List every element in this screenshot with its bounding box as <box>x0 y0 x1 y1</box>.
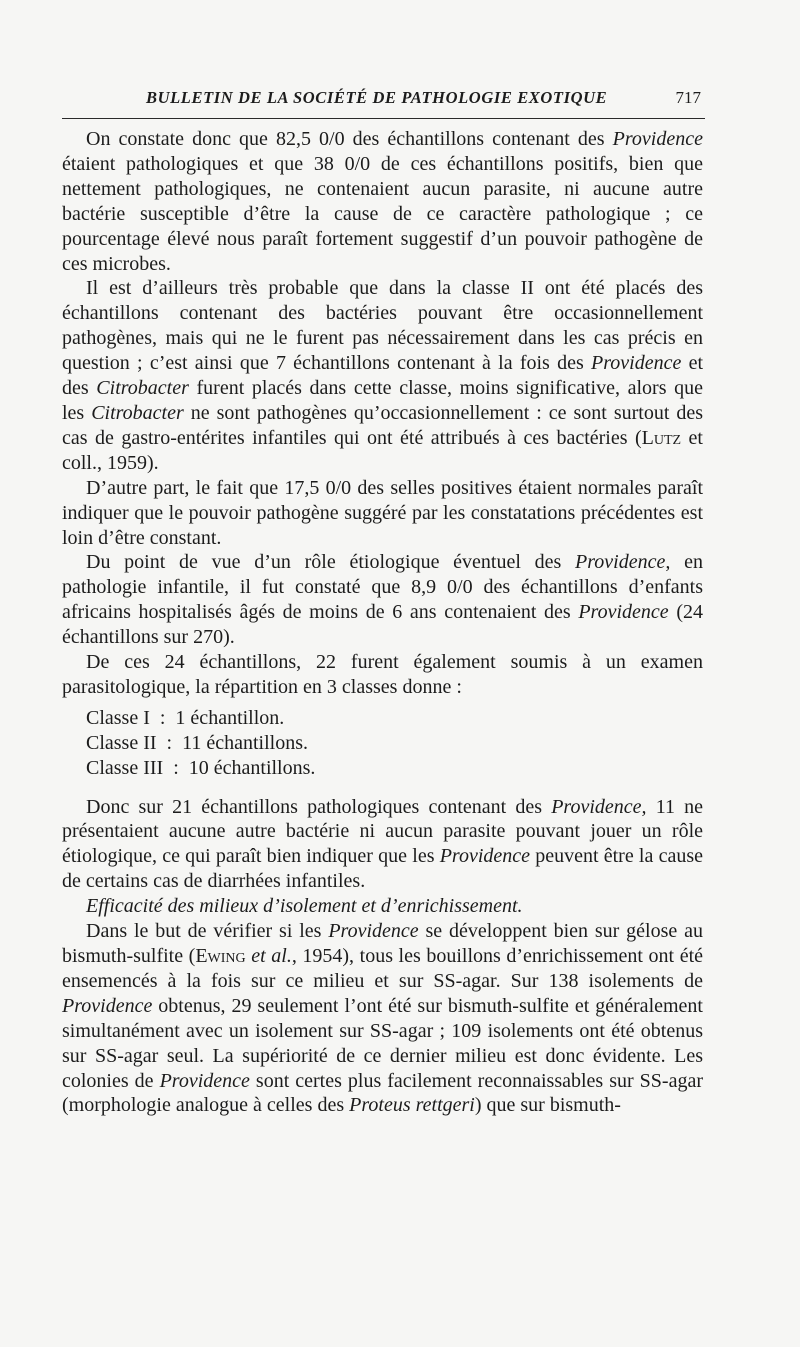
class-item: Classe III : 10 échantillons. <box>86 756 316 779</box>
text-run: , 1954), tous les bouillons d’enrichissement ont été ensemencés à la fois sur ce milieu et sur SS-agar. Sur 138 isolements de <box>62 945 704 992</box>
class-list <box>62 706 703 781</box>
text-run: sont certes plus facilement reconnaissables sur SS-agar (morphologie analogue à celles des <box>62 1069 703 1117</box>
text-run: et des <box>62 352 704 400</box>
genus-name: Providence <box>439 845 531 868</box>
text-run: (24 échantillons sur 270). <box>62 601 703 649</box>
running-header <box>62 84 705 119</box>
text-run: On constate donc que 82,5 0/0 des échantillons contenant des <box>86 128 613 150</box>
paragraph-5 <box>62 650 703 700</box>
text-run: peuvent être la cause de certains cas de diarrhées infantiles. <box>62 845 703 893</box>
genus-name: Providence <box>62 994 153 1017</box>
article-body <box>62 127 703 1118</box>
class-item: Classe I : 1 échantillon. <box>86 706 285 729</box>
text-run: Donc sur 21 échantillons pathologiques contenant des <box>86 795 552 818</box>
genus-name: Providence <box>591 352 682 375</box>
genus-name: Providence <box>612 128 703 150</box>
paragraph-6 <box>62 795 703 895</box>
paragraph-4 <box>62 550 703 650</box>
text-run: et coll., 1959). <box>62 426 703 474</box>
text-run: ne sont pathogènes qu’occasionnellement : ce sont surtout des cas de gastro-entérites infantiles qui ont été attribués à ces bactéries ( <box>62 401 704 449</box>
paragraph-1 <box>62 127 703 276</box>
genus-name: Providence, <box>575 551 671 574</box>
text-run: Du point de vue d’un rôle étiologique éventuel des <box>86 551 576 574</box>
author-citation: Ewing <box>195 945 246 967</box>
journal-title: BULLETIN DE LA SOCIÉTÉ DE PATHOLOGIE EXOTIQUE <box>146 88 608 107</box>
text-run: D’autre part, le fait que 17,5 0/0 des selles positives étaient normales paraît indiquer que le pouvoir pathogène suggéré par les constatations précédentes est loin d’être constant. <box>62 476 703 549</box>
genus-name: Citrobacter <box>96 377 189 400</box>
section-heading: Efficacité des milieux d’isolement et d’enrichissement. <box>86 895 523 918</box>
text-run: De ces 24 échantillons, 22 furent également soumis à un examen parasitologique, la répartition en 3 classes donne : <box>62 651 703 698</box>
genus-name: Providence <box>328 920 419 943</box>
species-name: Proteus rettgeri <box>349 1094 475 1117</box>
text-run: Il est d’ailleurs très probable que dans la classe II ont été placés des échantillons contenant des bactéries pouvant être occasionnellement pathogènes, mais qui ne le furent pas nécessairement dans les cas précis en question ; c’est ainsi que 7 échantillons contenant à la fois des <box>62 277 703 375</box>
genus-name: Providence <box>578 601 669 624</box>
page-number: 717 <box>675 88 701 107</box>
text-run: ) que sur bismuth- <box>474 1094 621 1117</box>
text-run: obtenus, 29 seulement l’ont été sur bismuth-sulfite et généralement simultanément avec un isolement sur SS-agar ; 109 isolements ont été obtenus sur SS-agar seul. La supériorité de ce dernier milieu est donc évidente. Les colonies de <box>62 994 703 1092</box>
paragraph-3 <box>62 476 703 551</box>
genus-name: Providence <box>159 1069 250 1092</box>
author-citation: Lutz <box>641 426 682 449</box>
text-run: en pathologie infantile, il fut constaté que 8,9 0/0 des échantillons d’enfants africains hospitalisés âgés de moins de 6 ans contenaient des <box>62 551 703 624</box>
text-run: Dans le but de vérifier si les <box>86 920 329 943</box>
paragraph-2 <box>62 276 703 475</box>
genus-name: Citrobacter <box>91 401 184 424</box>
et-al: et al. <box>251 945 292 967</box>
text-run: étaient pathologiques et que 38 0/0 de ces échantillons positifs, bien que nettement pathologiques, ne contenaient aucun parasite, ni aucune autre bactérie susceptible d’être la cause de ce caractère pathologique ; ce pourcentage élevé nous paraît fortement suggestif d’un pouvoir pathogène de ces microbes. <box>62 152 703 275</box>
text-run: 11 ne présentaient aucune autre bactérie ni aucun parasite pouvant jouer un rôle étiologique, ce qui paraît bien indiquer que les <box>62 795 704 868</box>
genus-name: Providence, <box>551 795 647 818</box>
text-run: furent placés dans cette classe, moins significative, alors que les <box>62 377 703 424</box>
paragraph-7 <box>62 919 703 1118</box>
text-run: se développent bien sur gélose au bismuth-sulfite ( <box>62 920 703 967</box>
class-item: Classe II : 11 échantillons. <box>86 731 308 754</box>
